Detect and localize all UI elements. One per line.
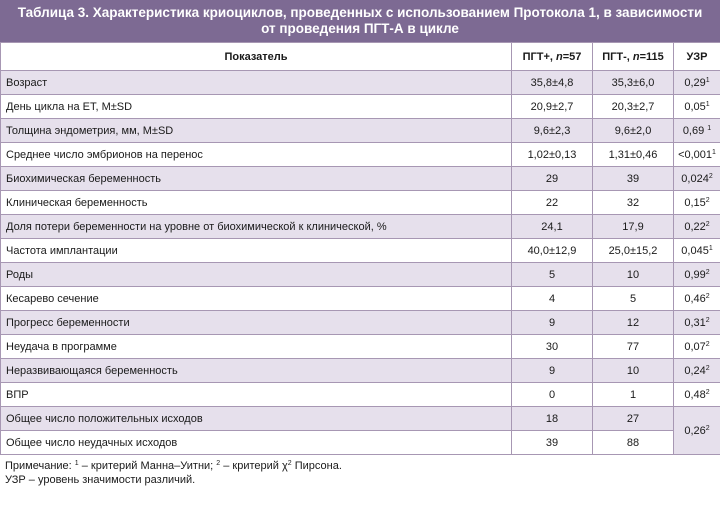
p-value: 0,69 <box>682 124 708 137</box>
table-row <box>1 143 720 167</box>
p-value: <0,001 <box>678 148 713 161</box>
row-pgt-negative: 20,3±2,7 <box>593 95 674 119</box>
table-row <box>1 167 720 191</box>
header-pgt-positive-prefix: ПГТ+, <box>522 50 556 63</box>
p-footnote-mark: 2 <box>705 424 710 432</box>
table-row <box>1 431 720 455</box>
row-pgt-positive: 30 <box>512 335 593 359</box>
row-name: Общее число неудачных исходов <box>1 431 512 455</box>
row-p-value <box>674 215 720 239</box>
notes-text-3: Пирсона. <box>291 460 342 472</box>
p-footnote-mark: 2 <box>705 220 710 228</box>
header-pgt-positive-suffix: =57 <box>562 50 582 63</box>
table-row <box>1 407 720 431</box>
p-footnote-mark: 1 <box>707 124 712 132</box>
table-row <box>1 311 720 335</box>
header-pgt-negative-n: n <box>632 50 640 63</box>
row-pgt-positive: 24,1 <box>512 215 593 239</box>
table-row <box>1 287 720 311</box>
table-row <box>1 239 720 263</box>
table-row <box>1 215 720 239</box>
row-pgt-negative: 1 <box>593 383 674 407</box>
row-name: Неудача в программе <box>1 335 512 359</box>
row-pgt-negative: 9,6±2,0 <box>593 119 674 143</box>
notes-footnote-1: 1 <box>74 460 79 467</box>
row-p-value <box>674 311 720 335</box>
table-row <box>1 71 720 95</box>
row-p-value <box>674 95 720 119</box>
notes-chi-square-exponent: 2 <box>287 460 292 467</box>
table-row <box>1 335 720 359</box>
row-pgt-positive: 0 <box>512 383 593 407</box>
row-p-value <box>674 335 720 359</box>
row-pgt-negative: 5 <box>593 287 674 311</box>
row-pgt-negative: 10 <box>593 359 674 383</box>
p-value: 0,22 <box>684 220 706 233</box>
p-value: 0,07 <box>684 340 706 353</box>
p-footnote-mark: 2 <box>705 196 710 204</box>
row-pgt-negative: 17,9 <box>593 215 674 239</box>
table-title <box>0 0 720 42</box>
row-p-value <box>674 239 720 263</box>
row-name: День цикла на ЕТ, M±SD <box>1 95 512 119</box>
p-value: 0,48 <box>684 388 706 401</box>
row-name: Клиническая беременность <box>1 191 512 215</box>
row-pgt-positive: 22 <box>512 191 593 215</box>
row-pgt-positive: 35,8±4,8 <box>512 71 593 95</box>
notes-footnote-2: 2 <box>216 460 221 467</box>
row-pgt-positive: 9 <box>512 359 593 383</box>
header-p-value: УЗР <box>674 43 720 71</box>
table-title-line-1: Таблица 3. Характеристика криоциклов, проведенных с использованием Протокола 1, в зависимости <box>17 5 703 20</box>
table-row <box>1 263 720 287</box>
p-footnote-mark: 2 <box>705 292 710 300</box>
p-value: 0,31 <box>684 316 706 329</box>
p-footnote-mark: 2 <box>705 388 710 396</box>
row-name: Возраст <box>1 71 512 95</box>
row-pgt-positive: 29 <box>512 167 593 191</box>
row-pgt-negative: 77 <box>593 335 674 359</box>
notes-text-1: – критерий Манна–Уитни; <box>78 460 217 472</box>
row-pgt-negative: 1,31±0,46 <box>593 143 674 167</box>
row-pgt-positive: 1,02±0,13 <box>512 143 593 167</box>
header-pgt-negative-suffix: =115 <box>639 50 664 63</box>
header-pgt-positive-n: n <box>556 50 563 63</box>
row-p-value <box>674 263 720 287</box>
row-pgt-positive: 20,9±2,7 <box>512 95 593 119</box>
table-notes <box>0 455 720 487</box>
row-name: Роды <box>1 263 512 287</box>
row-p-value <box>674 119 720 143</box>
row-name: Биохимическая беременность <box>1 167 512 191</box>
p-footnote-mark: 1 <box>708 244 713 252</box>
row-p-value <box>674 359 720 383</box>
p-footnote-mark: 2 <box>705 340 710 348</box>
p-value: 0,05 <box>684 100 706 113</box>
header-pgt-negative-prefix: ПГТ-, <box>602 50 633 63</box>
p-value: 0,26 <box>684 424 706 437</box>
p-value: 0,99 <box>684 268 706 281</box>
table-row <box>1 119 720 143</box>
row-pgt-positive: 5 <box>512 263 593 287</box>
header-row <box>1 43 720 71</box>
notes-text-2: – критерий χ <box>220 460 288 472</box>
row-pgt-negative: 39 <box>593 167 674 191</box>
data-table <box>0 42 720 455</box>
table-row <box>1 383 720 407</box>
row-pgt-negative: 25,0±15,2 <box>593 239 674 263</box>
row-pgt-negative: 35,3±6,0 <box>593 71 674 95</box>
row-pgt-positive: 40,0±12,9 <box>512 239 593 263</box>
row-name: Общее число положительных исходов <box>1 407 512 431</box>
header-pgt-negative <box>593 43 674 71</box>
p-footnote-mark: 1 <box>705 76 710 84</box>
table-row <box>1 95 720 119</box>
p-value: 0,045 <box>681 244 709 257</box>
notes-line-2: УЗР – уровень значимости различий. <box>5 474 196 486</box>
row-pgt-negative: 88 <box>593 431 674 455</box>
row-pgt-negative: 27 <box>593 407 674 431</box>
row-name: Прогресс беременности <box>1 311 512 335</box>
row-p-value <box>674 287 720 311</box>
p-value: 0,29 <box>684 76 706 89</box>
row-pgt-negative: 10 <box>593 263 674 287</box>
merged-p-value <box>674 407 720 455</box>
p-footnote-mark: 2 <box>705 268 710 276</box>
row-name: Частота имплантации <box>1 239 512 263</box>
notes-line-1 <box>5 459 715 473</box>
row-name: Среднее число эмбрионов на перенос <box>1 143 512 167</box>
row-name: ВПР <box>1 383 512 407</box>
table-title-line-2: от проведения ПГТ-А в цикле <box>261 21 459 36</box>
row-p-value <box>674 191 720 215</box>
row-name: Неразвивающаяся беременность <box>1 359 512 383</box>
p-value: 0,024 <box>681 172 709 185</box>
header-pgt-positive <box>512 43 593 71</box>
row-name: Кесарево сечение <box>1 287 512 311</box>
p-footnote-mark: 2 <box>708 172 713 180</box>
row-pgt-positive: 9 <box>512 311 593 335</box>
row-pgt-negative: 12 <box>593 311 674 335</box>
row-p-value <box>674 71 720 95</box>
table-row <box>1 359 720 383</box>
notes-prefix: Примечание: <box>5 460 75 472</box>
row-pgt-positive: 18 <box>512 407 593 431</box>
p-footnote-mark: 1 <box>705 100 710 108</box>
p-value: 0,24 <box>684 364 706 377</box>
p-footnote-mark: 1 <box>712 148 716 156</box>
p-footnote-mark: 2 <box>705 316 710 324</box>
row-name: Доля потери беременности на уровне от биохимической к клинической, % <box>1 215 512 239</box>
row-pgt-negative: 32 <box>593 191 674 215</box>
header-indicator: Показатель <box>1 43 512 71</box>
row-pgt-positive: 39 <box>512 431 593 455</box>
row-p-value <box>674 383 720 407</box>
table-row <box>1 191 720 215</box>
row-pgt-positive: 9,6±2,3 <box>512 119 593 143</box>
row-name: Толщина эндометрия, мм, M±SD <box>1 119 512 143</box>
p-value: 0,15 <box>684 196 706 209</box>
row-p-value <box>674 167 720 191</box>
row-pgt-positive: 4 <box>512 287 593 311</box>
p-value: 0,46 <box>684 292 706 305</box>
p-footnote-mark: 2 <box>705 364 710 372</box>
row-p-value <box>674 143 720 167</box>
